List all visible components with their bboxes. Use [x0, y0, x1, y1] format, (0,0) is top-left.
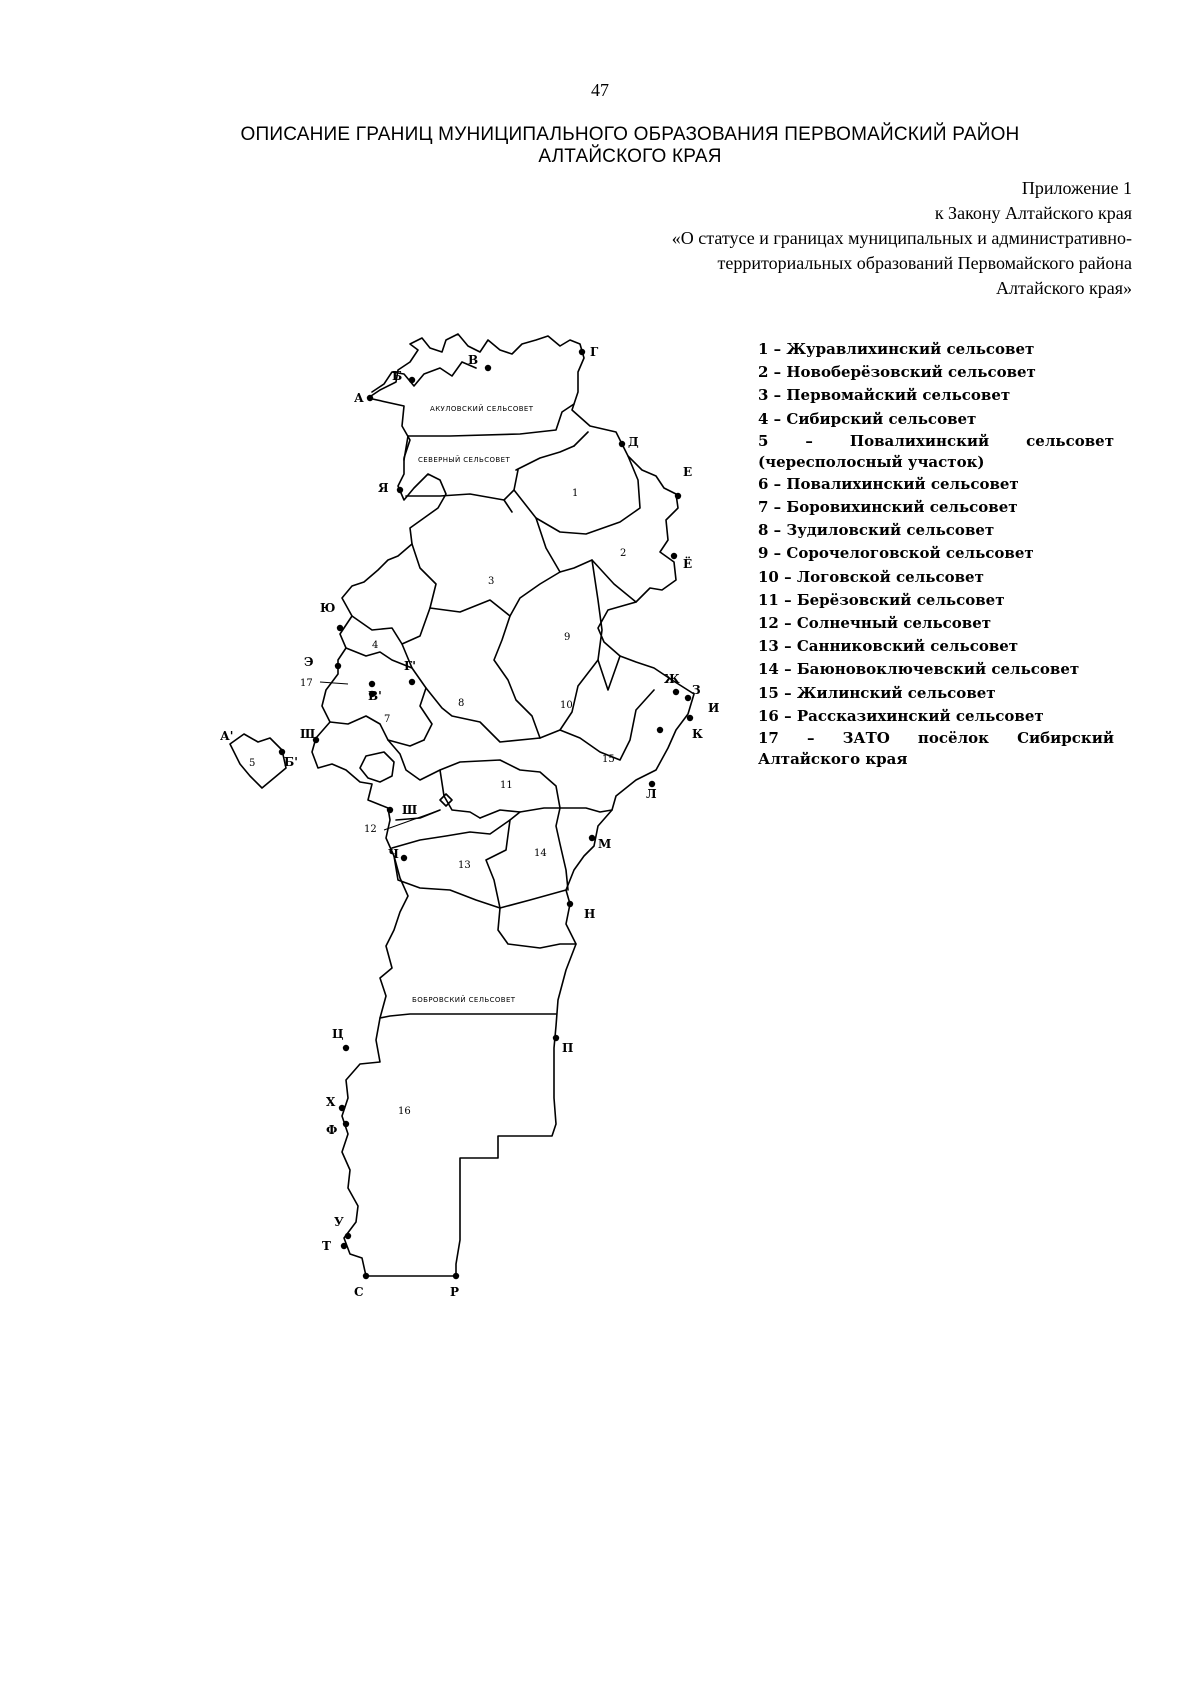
point-label-g: Г: [590, 345, 599, 359]
point-label-d: Д: [628, 435, 639, 449]
map-labels: [220, 345, 719, 1299]
point-label-b-prime: Б': [284, 755, 298, 769]
point-label-ya: Я: [378, 481, 389, 495]
point-label-f: Ф: [326, 1123, 338, 1137]
point-label-v: В: [468, 353, 479, 367]
legend-item: 12 – Солнечный сельсовет: [758, 614, 992, 633]
region-number-14: 14: [534, 848, 547, 859]
point-label-v-prime: В': [368, 689, 382, 703]
legend-item: 17 – ЗАТО посёлок Сибирский Алтайского края: [758, 729, 1114, 769]
exclave-5-boundary: [230, 734, 286, 788]
point-label-u: У: [334, 1215, 344, 1229]
region-number-8: 8: [458, 698, 465, 709]
point-label-sh: Ш: [402, 803, 418, 817]
appendix-line-5: Алтайского края»: [996, 278, 1132, 298]
region-number-1: 1: [572, 488, 579, 499]
region-number-9: 9: [564, 632, 571, 643]
region-number-16: 16: [398, 1106, 411, 1117]
point-label-n: Н: [584, 907, 596, 921]
map-legend: [758, 338, 1114, 770]
point-label-shch: Щ: [300, 727, 316, 741]
point-label-k: К: [692, 727, 703, 741]
area-label-bobrovsky: БОБРОВСКИЙ СЕЛЬСОВЕТ: [412, 996, 516, 1004]
legend-item: 11 – Берёзовский сельсовет: [758, 590, 1005, 609]
point-label-yu: Ю: [320, 601, 336, 615]
legend-item: 3 – Первомайский сельсовет: [758, 386, 1011, 405]
point-label-ts: Ц: [332, 1027, 344, 1041]
point-label-b: Б: [392, 369, 403, 383]
point-label-a-prime: А': [220, 729, 234, 743]
legend-item: 9 – Сорочелоговской сельсовет: [758, 544, 1034, 563]
region-number-11: 11: [500, 780, 513, 791]
region-number-10: 10: [560, 700, 573, 711]
point-label-p: П: [562, 1041, 574, 1055]
region-number-13: 13: [458, 860, 471, 871]
legend-item: 7 – Боровихинский сельсовет: [758, 498, 1018, 517]
region-number-2: 2: [620, 548, 627, 559]
legend-item: 13 – Санниковский сельсовет: [758, 637, 1019, 656]
point-label-l: Л: [646, 787, 657, 801]
region-number-12: 12: [364, 824, 377, 835]
region-number-5: 5: [249, 758, 256, 769]
region-number-17: 17: [300, 678, 313, 689]
region-number-3: 3: [488, 576, 495, 587]
document-title-line-2: АЛТАЙСКОГО КРАЯ: [538, 146, 722, 167]
legend-item: 1 – Журавлихинский сельсовет: [758, 340, 1035, 358]
point-label-zh: Ж: [664, 672, 680, 686]
legend-item: 6 – Повалихинский сельсовет: [758, 474, 1019, 493]
area-label-severny: СЕВЕРНЫЙ СЕЛЬСОВЕТ: [418, 456, 511, 464]
point-label-yo: Ё: [683, 557, 693, 571]
legend-item: 10 – Логовской сельсовет: [758, 567, 984, 586]
legend-item: 16 – Рассказихинский сельсовет: [758, 706, 1044, 725]
legend-item: 14 – Баюновоключевский сельсовет: [758, 660, 1080, 679]
point-label-g-prime: Г': [404, 659, 416, 673]
appendix-line-4: территориальных образований Первомайского района: [717, 253, 1132, 273]
point-label-r: Р: [450, 1285, 460, 1299]
region-number-7: 7: [384, 714, 391, 725]
point-label-m: М: [598, 837, 612, 851]
point-label-ch: Ч: [388, 847, 399, 861]
point-label-z: З: [692, 683, 701, 697]
appendix-line-1: Приложение 1: [1021, 178, 1132, 198]
legend-item: 2 – Новоберёзовский сельсовет: [758, 363, 1036, 382]
legend-item: 5 – Повалихинский сельсовет (чересполосный участок): [758, 431, 1114, 471]
point-label-i: И: [708, 701, 720, 715]
document-title-line-1: ОПИСАНИЕ ГРАНИЦ МУНИЦИПАЛЬНОГО ОБРАЗОВАНИЯ ПЕРВОМАЙСКИЙ РАЙОН: [240, 124, 1020, 145]
point-label-kh: Х: [326, 1095, 336, 1109]
legend-item: 15 – Жилинский сельсовет: [758, 683, 996, 702]
appendix-line-3: «О статусе и границах муниципальных и административно-: [671, 228, 1132, 248]
page-number: 47: [591, 80, 609, 100]
region-number-15: 15: [602, 754, 615, 765]
legend-item: 4 – Сибирский сельсовет: [758, 409, 977, 428]
point-label-t: Т: [322, 1239, 331, 1253]
point-label-e-reversed: Э: [304, 655, 314, 669]
appendix-line-2: к Закону Алтайского края: [934, 203, 1132, 223]
point-label-s: С: [354, 1285, 364, 1299]
region-number-4: 4: [372, 640, 379, 651]
boundary-point-markers: [279, 349, 693, 1279]
legend-item: 8 – Зудиловский сельсовет: [758, 521, 995, 540]
point-label-e: Е: [683, 465, 693, 479]
point-label-a: А: [354, 391, 364, 405]
area-label-akulovsky: АКУЛОВСКИЙ СЕЛЬСОВЕТ: [430, 405, 534, 413]
